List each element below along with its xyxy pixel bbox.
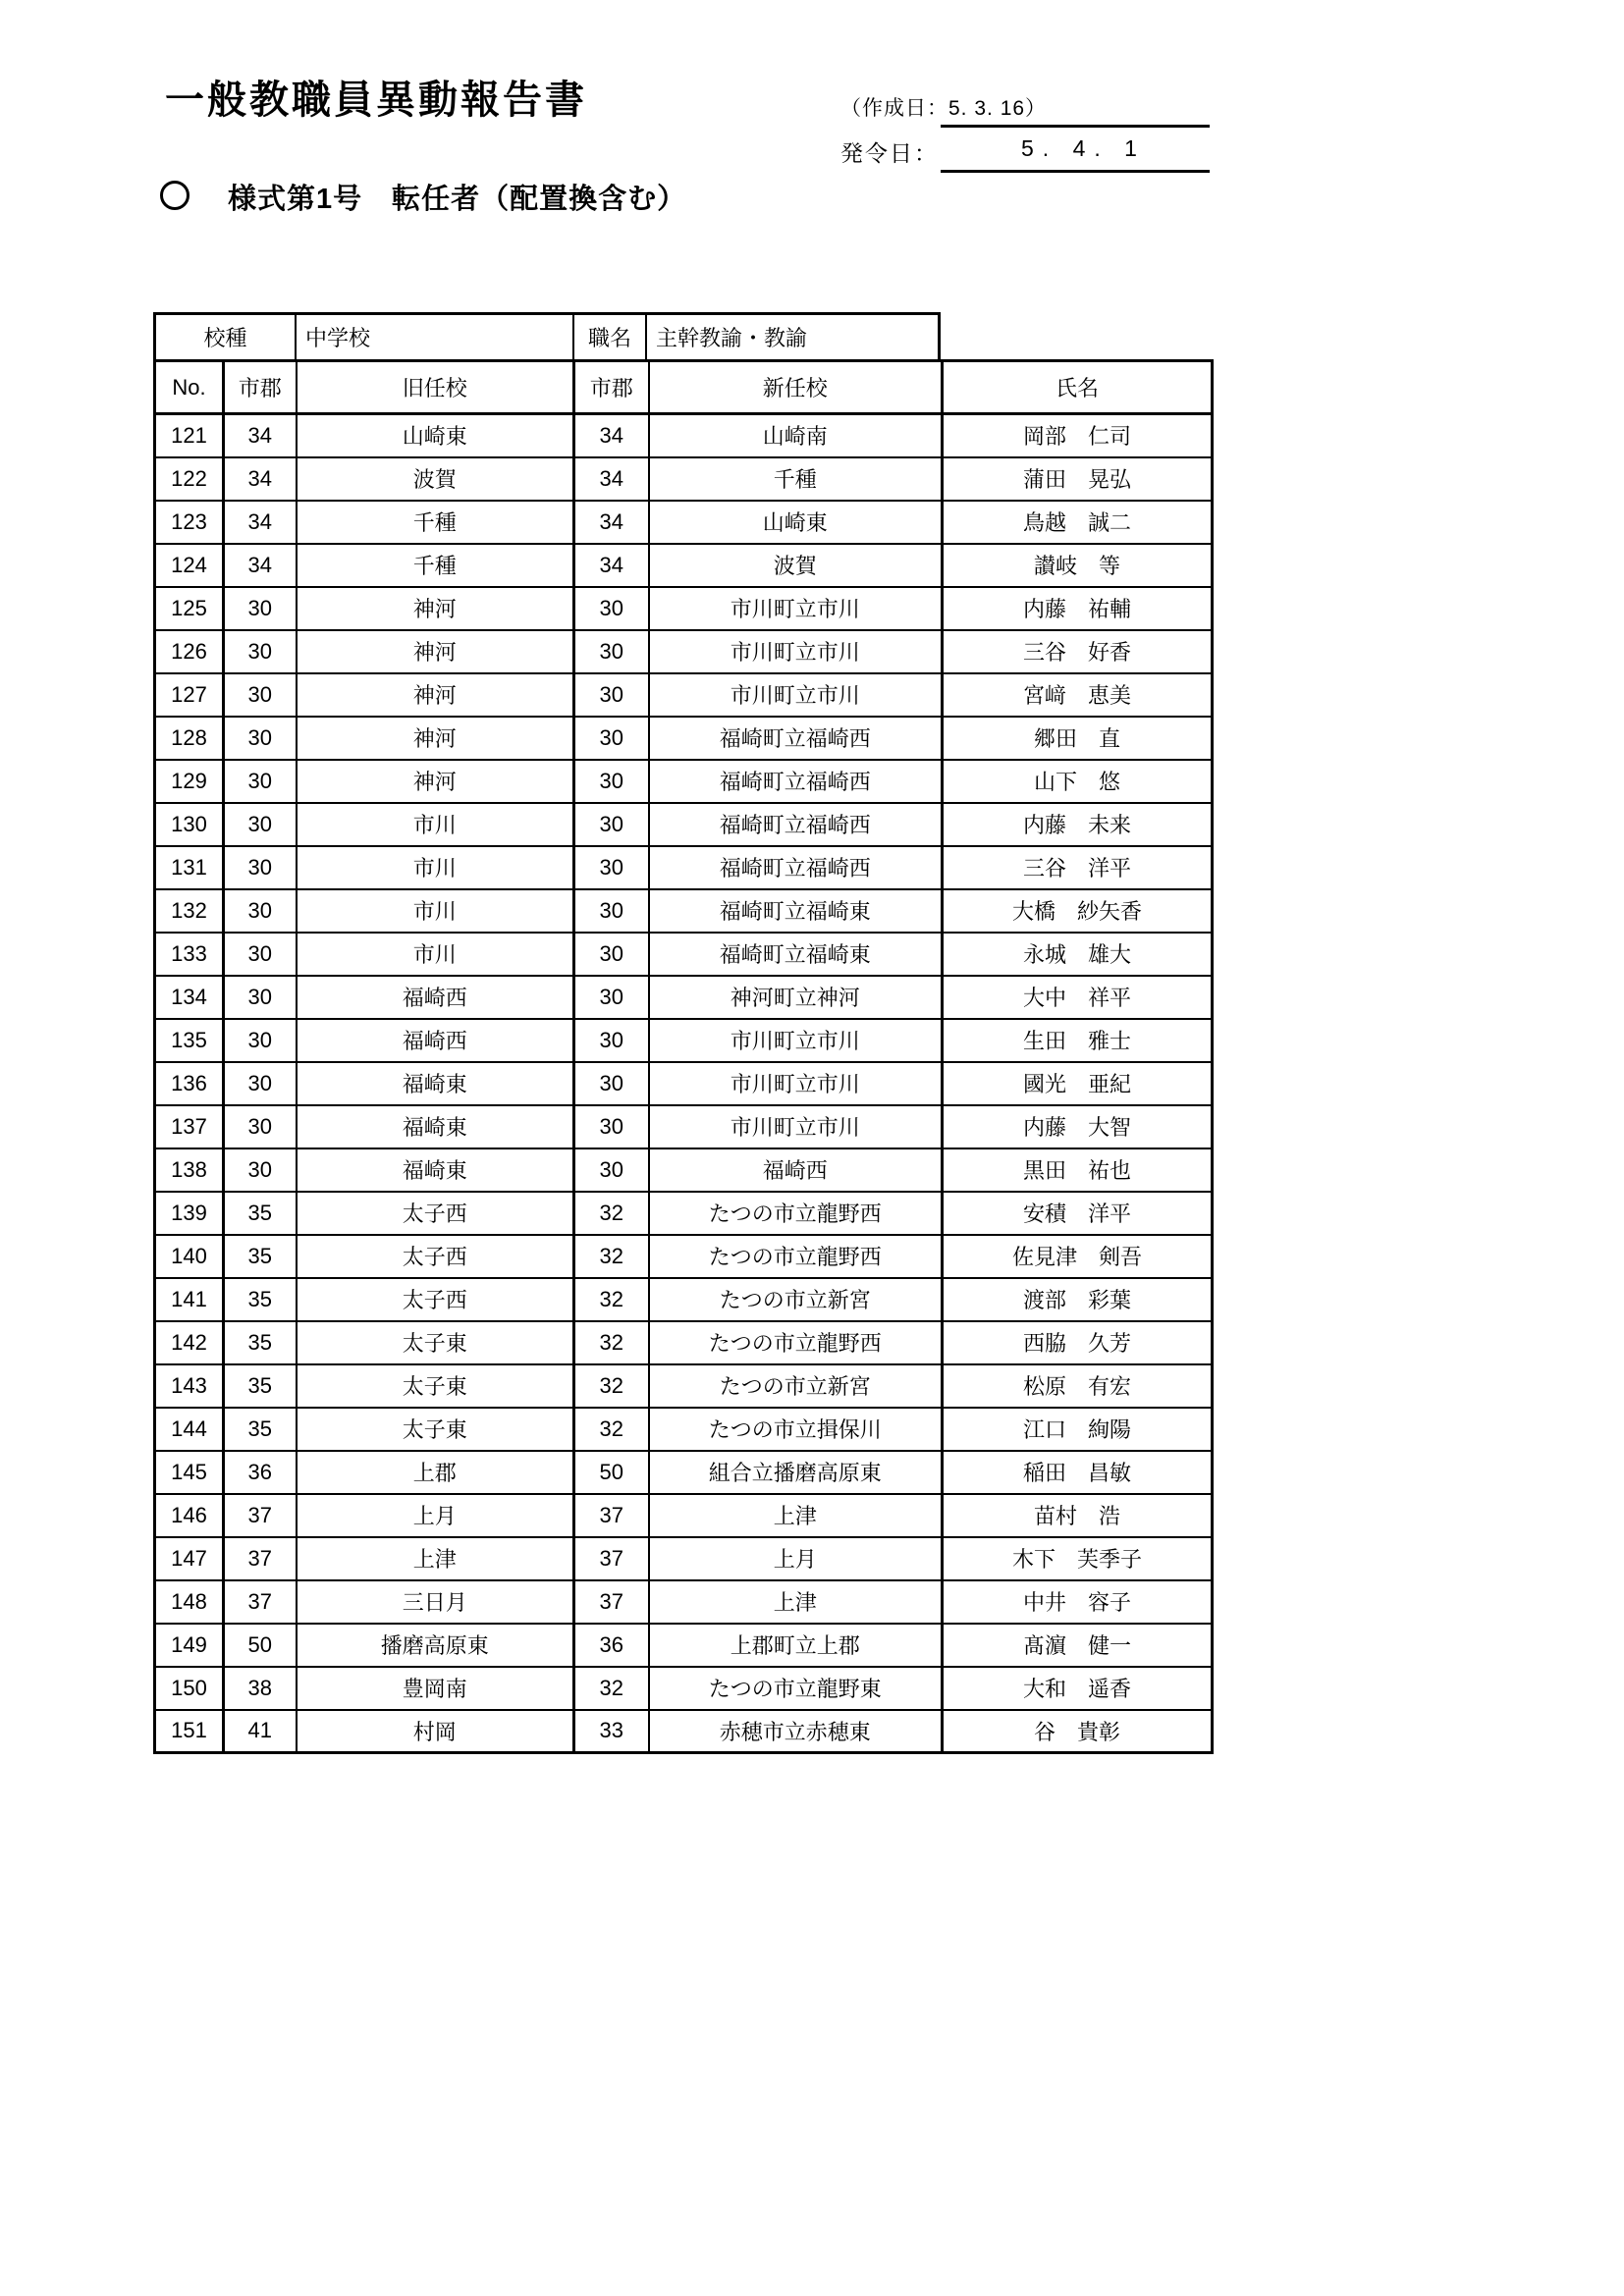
cell-new-school: 福崎町立福崎東 bbox=[649, 889, 943, 933]
cell-name: 江口 絢陽 bbox=[943, 1408, 1213, 1451]
cell-old-school: 市川 bbox=[297, 846, 574, 889]
cell-name: 谷 貴彰 bbox=[943, 1710, 1213, 1753]
cell-old-school: 市川 bbox=[297, 889, 574, 933]
cell-name: 宮﨑 恵美 bbox=[943, 673, 1213, 717]
cell-city-old: 34 bbox=[224, 544, 297, 587]
cell-city-new: 37 bbox=[574, 1537, 649, 1580]
cell-no: 121 bbox=[155, 414, 224, 457]
cell-name: 黒田 祐也 bbox=[943, 1148, 1213, 1192]
cell-new-school: 上郡町立上郡 bbox=[649, 1624, 943, 1667]
cell-no: 149 bbox=[155, 1624, 224, 1667]
cell-city-new: 30 bbox=[574, 933, 649, 976]
table-row bbox=[155, 1451, 1213, 1494]
cell-city-old: 34 bbox=[224, 457, 297, 501]
cell-city-new: 30 bbox=[574, 846, 649, 889]
table-row bbox=[155, 1364, 1213, 1408]
cell-old-school: 太子西 bbox=[297, 1235, 574, 1278]
cell-old-school: 山崎東 bbox=[297, 414, 574, 457]
table-row bbox=[155, 976, 1213, 1019]
cell-city-old: 36 bbox=[224, 1451, 297, 1494]
table-row bbox=[155, 1235, 1213, 1278]
cell-city-old: 30 bbox=[224, 1105, 297, 1148]
col-header-no: No. bbox=[155, 361, 224, 414]
cell-no: 127 bbox=[155, 673, 224, 717]
cell-city-new: 37 bbox=[574, 1580, 649, 1624]
cell-name: 大和 遥香 bbox=[943, 1667, 1213, 1710]
col-header-new-school: 新任校 bbox=[649, 361, 943, 414]
cell-city-new: 32 bbox=[574, 1192, 649, 1235]
cell-old-school: 福崎東 bbox=[297, 1105, 574, 1148]
cell-old-school: 福崎西 bbox=[297, 976, 574, 1019]
issued-date-value: 5. 4. 1 bbox=[1021, 135, 1146, 161]
cell-name: 内藤 大智 bbox=[943, 1105, 1213, 1148]
cell-old-school: 太子東 bbox=[297, 1364, 574, 1408]
cell-old-school: 豊岡南 bbox=[297, 1667, 574, 1710]
cell-new-school: 市川町立市川 bbox=[649, 587, 943, 630]
cell-name: 髙濵 健一 bbox=[943, 1624, 1213, 1667]
cell-new-school: 市川町立市川 bbox=[649, 673, 943, 717]
cell-city-new: 30 bbox=[574, 760, 649, 803]
created-date-underline bbox=[941, 125, 1210, 128]
cell-city-old: 30 bbox=[224, 846, 297, 889]
cell-city-new: 34 bbox=[574, 501, 649, 544]
table-row bbox=[155, 1580, 1213, 1624]
issued-date-label: 発令日： bbox=[840, 140, 939, 166]
cell-name: 佐見津 剣吾 bbox=[943, 1235, 1213, 1278]
cell-city-old: 30 bbox=[224, 760, 297, 803]
column-header-row bbox=[155, 361, 1213, 414]
table-kind-header bbox=[153, 312, 941, 359]
table-row bbox=[155, 717, 1213, 760]
cell-no: 132 bbox=[155, 889, 224, 933]
cell-city-old: 30 bbox=[224, 1019, 297, 1062]
cell-no: 130 bbox=[155, 803, 224, 846]
cell-old-school: 村岡 bbox=[297, 1710, 574, 1753]
table-row bbox=[155, 1624, 1213, 1667]
cell-old-school: 市川 bbox=[297, 933, 574, 976]
cell-old-school: 上月 bbox=[297, 1494, 574, 1537]
cell-no: 129 bbox=[155, 760, 224, 803]
cell-city-old: 41 bbox=[224, 1710, 297, 1753]
cell-city-new: 30 bbox=[574, 1105, 649, 1148]
cell-no: 141 bbox=[155, 1278, 224, 1321]
circle-mark-icon bbox=[160, 181, 189, 210]
cell-old-school: 太子東 bbox=[297, 1408, 574, 1451]
cell-city-new: 34 bbox=[574, 414, 649, 457]
school-type-value: 中学校 bbox=[295, 315, 572, 359]
cell-no: 125 bbox=[155, 587, 224, 630]
cell-new-school: 上津 bbox=[649, 1494, 943, 1537]
cell-new-school: 赤穂市立赤穂東 bbox=[649, 1710, 943, 1753]
table-row bbox=[155, 673, 1213, 717]
cell-new-school: 市川町立市川 bbox=[649, 1105, 943, 1148]
cell-old-school: 福崎東 bbox=[297, 1148, 574, 1192]
cell-name: 稲田 昌敏 bbox=[943, 1451, 1213, 1494]
cell-city-old: 37 bbox=[224, 1494, 297, 1537]
cell-city-old: 30 bbox=[224, 717, 297, 760]
table-body bbox=[155, 414, 1213, 1753]
cell-city-old: 30 bbox=[224, 673, 297, 717]
cell-name: 三谷 洋平 bbox=[943, 846, 1213, 889]
cell-city-old: 30 bbox=[224, 933, 297, 976]
cell-no: 144 bbox=[155, 1408, 224, 1451]
cell-name: 生田 雅士 bbox=[943, 1019, 1213, 1062]
cell-name: 木下 芙季子 bbox=[943, 1537, 1213, 1580]
cell-city-old: 38 bbox=[224, 1667, 297, 1710]
cell-no: 143 bbox=[155, 1364, 224, 1408]
cell-name: 鳥越 誠二 bbox=[943, 501, 1213, 544]
cell-new-school: たつの市立新宮 bbox=[649, 1278, 943, 1321]
cell-city-old: 30 bbox=[224, 587, 297, 630]
cell-new-school: 福崎町立福崎西 bbox=[649, 846, 943, 889]
cell-name: 國光 亜紀 bbox=[943, 1062, 1213, 1105]
cell-city-old: 30 bbox=[224, 976, 297, 1019]
cell-city-new: 30 bbox=[574, 803, 649, 846]
transfer-table bbox=[153, 359, 1214, 1754]
table-row bbox=[155, 1537, 1213, 1580]
cell-new-school: 上月 bbox=[649, 1537, 943, 1580]
cell-name: 西脇 久芳 bbox=[943, 1321, 1213, 1364]
cell-old-school: 福崎東 bbox=[297, 1062, 574, 1105]
cell-city-old: 35 bbox=[224, 1278, 297, 1321]
cell-city-new: 30 bbox=[574, 587, 649, 630]
cell-name: 渡部 彩葉 bbox=[943, 1278, 1213, 1321]
cell-new-school: 波賀 bbox=[649, 544, 943, 587]
cell-city-new: 30 bbox=[574, 673, 649, 717]
cell-city-new: 32 bbox=[574, 1364, 649, 1408]
cell-name: 蒲田 晃弘 bbox=[943, 457, 1213, 501]
table-row bbox=[155, 630, 1213, 673]
job-title-value: 主幹教諭・教諭 bbox=[645, 315, 938, 359]
cell-no: 124 bbox=[155, 544, 224, 587]
cell-city-old: 35 bbox=[224, 1321, 297, 1364]
cell-city-old: 30 bbox=[224, 1148, 297, 1192]
cell-old-school: 上津 bbox=[297, 1537, 574, 1580]
cell-city-old: 34 bbox=[224, 501, 297, 544]
table-row bbox=[155, 1667, 1213, 1710]
col-header-old-school: 旧任校 bbox=[297, 361, 574, 414]
col-header-city-old: 市郡 bbox=[224, 361, 297, 414]
cell-name: 松原 有宏 bbox=[943, 1364, 1213, 1408]
cell-old-school: 市川 bbox=[297, 803, 574, 846]
cell-city-old: 35 bbox=[224, 1192, 297, 1235]
table-row bbox=[155, 1321, 1213, 1364]
cell-new-school: 福崎西 bbox=[649, 1148, 943, 1192]
cell-old-school: 三日月 bbox=[297, 1580, 574, 1624]
cell-no: 137 bbox=[155, 1105, 224, 1148]
cell-name: 讃岐 等 bbox=[943, 544, 1213, 587]
cell-name: 内藤 未来 bbox=[943, 803, 1213, 846]
cell-new-school: 組合立播磨高原東 bbox=[649, 1451, 943, 1494]
cell-no: 139 bbox=[155, 1192, 224, 1235]
cell-name: 大中 祥平 bbox=[943, 976, 1213, 1019]
cell-city-old: 50 bbox=[224, 1624, 297, 1667]
table-row bbox=[155, 1105, 1213, 1148]
cell-city-new: 34 bbox=[574, 544, 649, 587]
table-row bbox=[155, 457, 1213, 501]
cell-name: 郷田 直 bbox=[943, 717, 1213, 760]
cell-old-school: 波賀 bbox=[297, 457, 574, 501]
cell-no: 135 bbox=[155, 1019, 224, 1062]
cell-city-new: 33 bbox=[574, 1710, 649, 1753]
cell-city-new: 50 bbox=[574, 1451, 649, 1494]
cell-old-school: 神河 bbox=[297, 760, 574, 803]
cell-old-school: 神河 bbox=[297, 630, 574, 673]
cell-no: 147 bbox=[155, 1537, 224, 1580]
cell-new-school: 市川町立市川 bbox=[649, 630, 943, 673]
cell-city-new: 30 bbox=[574, 717, 649, 760]
table-row bbox=[155, 933, 1213, 976]
cell-old-school: 神河 bbox=[297, 587, 574, 630]
table-row bbox=[155, 1019, 1213, 1062]
table-row bbox=[155, 1710, 1213, 1753]
cell-city-new: 30 bbox=[574, 1148, 649, 1192]
cell-city-new: 30 bbox=[574, 630, 649, 673]
cell-city-new: 30 bbox=[574, 976, 649, 1019]
cell-city-old: 37 bbox=[224, 1537, 297, 1580]
cell-no: 142 bbox=[155, 1321, 224, 1364]
cell-city-old: 30 bbox=[224, 889, 297, 933]
cell-new-school: たつの市立龍野西 bbox=[649, 1235, 943, 1278]
cell-city-old: 37 bbox=[224, 1580, 297, 1624]
cell-city-old: 30 bbox=[224, 630, 297, 673]
cell-name: 内藤 祐輔 bbox=[943, 587, 1213, 630]
table-row bbox=[155, 760, 1213, 803]
col-header-name: 氏名 bbox=[943, 361, 1213, 414]
cell-city-new: 32 bbox=[574, 1408, 649, 1451]
table-row bbox=[155, 1408, 1213, 1451]
cell-new-school: 市川町立市川 bbox=[649, 1062, 943, 1105]
cell-city-old: 30 bbox=[224, 1062, 297, 1105]
table-row bbox=[155, 846, 1213, 889]
transfer-table-wrap bbox=[153, 359, 1214, 1754]
cell-city-new: 30 bbox=[574, 1019, 649, 1062]
cell-city-new: 36 bbox=[574, 1624, 649, 1667]
cell-old-school: 福崎西 bbox=[297, 1019, 574, 1062]
cell-new-school: 神河町立神河 bbox=[649, 976, 943, 1019]
table-row bbox=[155, 1192, 1213, 1235]
page-title: 一般教職員異動報告書 bbox=[165, 79, 587, 122]
cell-name: 岡部 仁司 bbox=[943, 414, 1213, 457]
cell-no: 151 bbox=[155, 1710, 224, 1753]
cell-city-new: 32 bbox=[574, 1667, 649, 1710]
cell-no: 140 bbox=[155, 1235, 224, 1278]
cell-new-school: たつの市立揖保川 bbox=[649, 1408, 943, 1451]
cell-name: 安積 洋平 bbox=[943, 1192, 1213, 1235]
table-row bbox=[155, 1494, 1213, 1537]
cell-name: 永城 雄大 bbox=[943, 933, 1213, 976]
table-row bbox=[155, 1062, 1213, 1105]
table-row bbox=[155, 1278, 1213, 1321]
cell-no: 122 bbox=[155, 457, 224, 501]
cell-old-school: 上郡 bbox=[297, 1451, 574, 1494]
table-row bbox=[155, 544, 1213, 587]
cell-no: 150 bbox=[155, 1667, 224, 1710]
cell-new-school: 山崎東 bbox=[649, 501, 943, 544]
cell-city-old: 35 bbox=[224, 1235, 297, 1278]
cell-name: 三谷 好香 bbox=[943, 630, 1213, 673]
cell-city-new: 30 bbox=[574, 889, 649, 933]
cell-new-school: たつの市立龍野西 bbox=[649, 1321, 943, 1364]
cell-name: 中井 容子 bbox=[943, 1580, 1213, 1624]
cell-new-school: 千種 bbox=[649, 457, 943, 501]
cell-city-new: 32 bbox=[574, 1278, 649, 1321]
cell-city-new: 32 bbox=[574, 1235, 649, 1278]
cell-old-school: 播磨高原東 bbox=[297, 1624, 574, 1667]
cell-no: 134 bbox=[155, 976, 224, 1019]
cell-old-school: 神河 bbox=[297, 673, 574, 717]
cell-no: 136 bbox=[155, 1062, 224, 1105]
table-row bbox=[155, 414, 1213, 457]
cell-no: 146 bbox=[155, 1494, 224, 1537]
cell-old-school: 太子東 bbox=[297, 1321, 574, 1364]
cell-new-school: たつの市立龍野西 bbox=[649, 1192, 943, 1235]
cell-name: 山下 悠 bbox=[943, 760, 1213, 803]
cell-old-school: 千種 bbox=[297, 501, 574, 544]
cell-city-new: 32 bbox=[574, 1321, 649, 1364]
cell-name: 大橋 紗矢香 bbox=[943, 889, 1213, 933]
cell-new-school: 市川町立市川 bbox=[649, 1019, 943, 1062]
cell-old-school: 太子西 bbox=[297, 1192, 574, 1235]
job-title-label: 職名 bbox=[572, 315, 645, 359]
cell-city-new: 37 bbox=[574, 1494, 649, 1537]
table-row bbox=[155, 889, 1213, 933]
cell-city-old: 35 bbox=[224, 1364, 297, 1408]
cell-new-school: 福崎町立福崎東 bbox=[649, 933, 943, 976]
cell-city-new: 34 bbox=[574, 457, 649, 501]
cell-city-old: 30 bbox=[224, 803, 297, 846]
cell-new-school: たつの市立龍野東 bbox=[649, 1667, 943, 1710]
cell-no: 126 bbox=[155, 630, 224, 673]
cell-city-old: 34 bbox=[224, 414, 297, 457]
created-date: （作成日：5. 3. 16） bbox=[840, 97, 1048, 120]
cell-old-school: 千種 bbox=[297, 544, 574, 587]
cell-no: 148 bbox=[155, 1580, 224, 1624]
cell-new-school: 山崎南 bbox=[649, 414, 943, 457]
cell-city-new: 30 bbox=[574, 1062, 649, 1105]
table-row bbox=[155, 587, 1213, 630]
cell-city-old: 35 bbox=[224, 1408, 297, 1451]
cell-no: 145 bbox=[155, 1451, 224, 1494]
cell-no: 128 bbox=[155, 717, 224, 760]
issued-date-underline bbox=[941, 170, 1210, 173]
cell-old-school: 神河 bbox=[297, 717, 574, 760]
cell-no: 123 bbox=[155, 501, 224, 544]
school-type-label: 校種 bbox=[203, 326, 247, 350]
form-subtitle: 様式第1号 転任者（配置換含む） bbox=[228, 184, 687, 215]
col-header-city-new: 市郡 bbox=[574, 361, 649, 414]
cell-new-school: 上津 bbox=[649, 1580, 943, 1624]
cell-no: 133 bbox=[155, 933, 224, 976]
cell-old-school: 太子西 bbox=[297, 1278, 574, 1321]
table-row bbox=[155, 1148, 1213, 1192]
cell-new-school: たつの市立新宮 bbox=[649, 1364, 943, 1408]
cell-new-school: 福崎町立福崎西 bbox=[649, 760, 943, 803]
table-row bbox=[155, 803, 1213, 846]
table-row bbox=[155, 501, 1213, 544]
cell-new-school: 福崎町立福崎西 bbox=[649, 803, 943, 846]
cell-no: 138 bbox=[155, 1148, 224, 1192]
cell-new-school: 福崎町立福崎西 bbox=[649, 717, 943, 760]
cell-name: 苗村 浩 bbox=[943, 1494, 1213, 1537]
cell-no: 131 bbox=[155, 846, 224, 889]
